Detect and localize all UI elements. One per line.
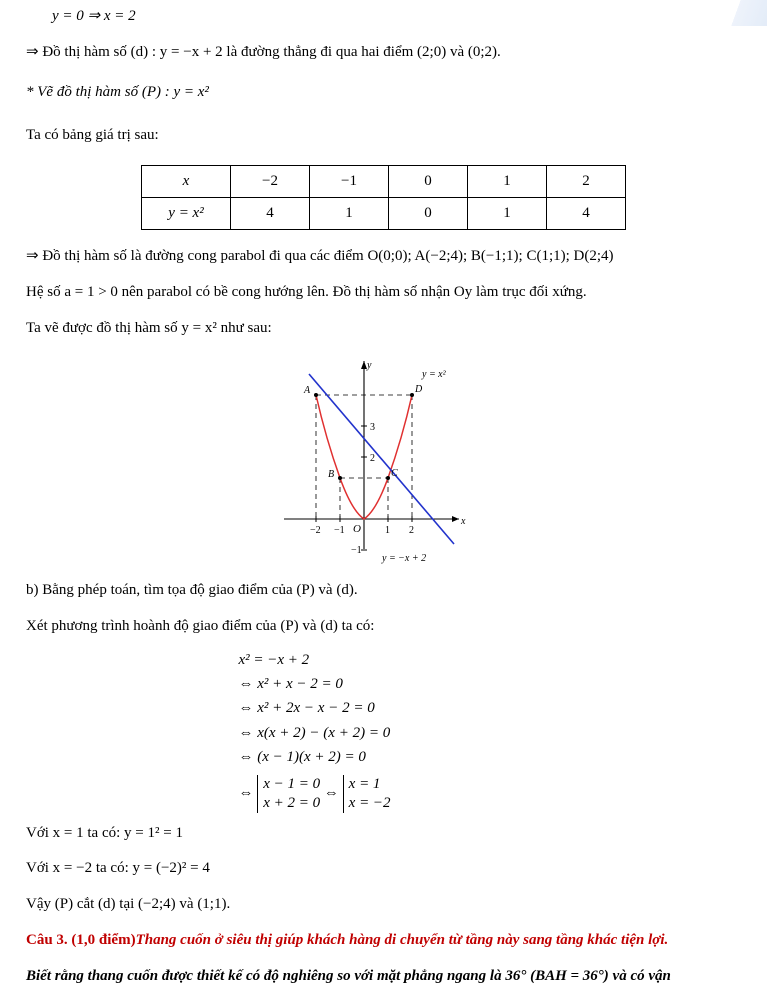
intersection-intro-text: Xét phương trình hoành độ giao điểm của (P) và (d) ta có: <box>26 618 375 634</box>
tick-label-x-1: 1 <box>384 525 390 537</box>
table-cell <box>142 198 231 230</box>
equation-6 <box>239 769 529 813</box>
final-answer-line <box>0 880 767 916</box>
equation-line-1 <box>0 0 767 28</box>
point-B <box>338 476 342 480</box>
table-cell <box>468 166 547 198</box>
label-B: B <box>327 469 334 481</box>
question-3-line <box>0 916 767 952</box>
table-cell-text: x <box>182 173 190 189</box>
table-cell-text: 2 <box>582 173 590 189</box>
question-b-line <box>0 564 767 602</box>
equation-3 <box>239 696 529 720</box>
tick-label-y-3: 3 <box>369 422 375 434</box>
equation-block-wrapper <box>0 648 767 813</box>
tick-label-x-2: 2 <box>408 525 414 537</box>
table-cell <box>310 166 389 198</box>
parabola-points-line <box>0 230 767 268</box>
value-table-intro <box>0 103 767 147</box>
equation-6-right-2: x = −2 <box>348 794 391 811</box>
tick-label-x-minus1: −1 <box>333 525 345 537</box>
tick-label-y-2: 2 <box>369 453 375 465</box>
question-b-text: b) Bằng phép toán, tìm tọa độ giao điểm của (P) và (d). <box>26 582 358 599</box>
equation-1-text: x² = −x + 2 <box>238 651 310 668</box>
table-cell <box>468 198 547 230</box>
value-table <box>141 165 626 230</box>
parabola-points-text: ⇒ Đồ thị hàm số là đường cong parabol đi qua các điểm O(0;0); A(−2;4); B(−1;1); C(1;1); D(2;4) <box>26 248 614 264</box>
equation-6-right-1: x = 1 <box>348 776 381 793</box>
table-cell <box>389 198 468 230</box>
equation-2 <box>239 672 529 696</box>
equation-6-system-left <box>257 775 320 813</box>
label-curve-equation: y = x² <box>421 369 446 381</box>
case-x2-text: Với x = −2 ta có: y = (−2)² = 4 <box>26 860 210 877</box>
equation-6-prefix: ⇔ <box>238 785 254 802</box>
table-cell <box>231 198 310 230</box>
table-cell-text: 4 <box>582 205 590 221</box>
equation-6-system-right <box>343 775 391 813</box>
equation-2-text: ⇔ x² + x − 2 = 0 <box>238 676 343 693</box>
equation-1 <box>239 648 529 672</box>
table-cell <box>389 166 468 198</box>
label-A: A <box>303 385 310 397</box>
conclusion-line-d-text: ⇒ Đồ thị hàm số (d) : y = −x + 2 là đường thẳng đi qua hai điểm (2;0) và (0;2). <box>26 43 501 60</box>
final-answer-text: Vậy (P) cắt (d) tại (−2;4) và (1;1). <box>26 896 231 913</box>
case-x1-text: Với x = 1 ta có: y = 1² = 1 <box>26 824 183 841</box>
label-y-axis: y <box>366 360 371 372</box>
parabola-graph <box>254 349 514 564</box>
equation-block <box>239 648 529 813</box>
point-A <box>314 393 318 397</box>
label-C: C <box>390 468 398 480</box>
label-x-axis: x <box>460 516 465 528</box>
equation-3-text: ⇔ x² + 2x − x − 2 = 0 <box>238 700 375 717</box>
intersection-intro-line <box>0 602 767 638</box>
table-cell-text: 1 <box>345 205 353 221</box>
table-cell-text: 4 <box>266 205 274 221</box>
table-cell <box>310 198 389 230</box>
graph-figure-wrapper <box>0 349 767 564</box>
equation-4 <box>239 721 529 745</box>
table-cell <box>142 166 231 198</box>
label-line-equation: y = −x + 2 <box>381 553 426 565</box>
point-D <box>410 393 414 397</box>
label-origin: O <box>352 523 361 536</box>
x-axis-arrow <box>452 516 459 522</box>
case-x1-line <box>0 813 767 845</box>
corner-decoration <box>697 0 767 26</box>
table-cell-text: −1 <box>341 173 357 189</box>
question-3-continued-line <box>0 952 767 987</box>
value-table-intro-text: Ta có bảng giá trị sau: <box>26 127 159 144</box>
question-3-continued-text: Biết rằng thang cuốn được thiết kế có độ nghiêng so với mặt phẳng ngang là 36° (BAH = 36°) và có vận <box>26 967 671 984</box>
table-cell-text: 1 <box>503 173 511 189</box>
heading-draw-parabola <box>0 64 767 104</box>
coefficient-line <box>0 268 767 304</box>
tick-label-x-minus2: −2 <box>309 525 321 537</box>
table-row <box>142 198 626 230</box>
conclusion-line-d <box>0 28 767 64</box>
equation-4-text: ⇔ x(x + 2) − (x + 2) = 0 <box>238 724 391 741</box>
graph-intro-line <box>0 304 767 340</box>
tick-label-y-minus1: −1 <box>350 545 362 557</box>
equation-5-text: ⇔ (x − 1)(x + 2) = 0 <box>238 748 366 765</box>
equation-6-mid: ⇔ <box>323 785 339 802</box>
graph-intro-text: Ta vẽ được đồ thị hàm số y = x² như sau: <box>26 319 272 336</box>
question-3-text: Thang cuốn ở siêu thị giúp khách hàng di chuyển từ tầng này sang tầng khác tiện lợi. <box>135 931 669 948</box>
table-cell-text: y = x² <box>168 205 204 221</box>
table-cell-text: −2 <box>262 173 278 189</box>
coefficient-text: Hệ số a = 1 > 0 nên parabol có bề cong hướng lên. Đồ thị hàm số nhận Oy làm trục đối xứng. <box>26 283 587 300</box>
table-cell-text: 1 <box>503 205 511 221</box>
question-3-label: Câu 3. (1,0 điểm) <box>26 931 136 948</box>
table-cell <box>547 166 626 198</box>
table-cell-text: 0 <box>424 205 432 221</box>
point-C <box>386 476 390 480</box>
heading-draw-parabola-text: * Vẽ đồ thị hàm số (P) : y = x² <box>26 83 209 100</box>
label-D: D <box>414 384 422 396</box>
table-cell <box>547 198 626 230</box>
equation-6-left-1: x − 1 = 0 <box>263 776 321 793</box>
equation-line-1-text: y = 0 ⇒ x = 2 <box>52 8 136 24</box>
equation-5 <box>239 745 529 769</box>
table-cell-text: 0 <box>424 173 432 189</box>
value-table-wrapper <box>0 165 767 230</box>
case-x2-line <box>0 844 767 880</box>
equation-6-left-2: x + 2 = 0 <box>263 794 321 811</box>
table-cell <box>231 166 310 198</box>
table-row <box>142 166 626 198</box>
